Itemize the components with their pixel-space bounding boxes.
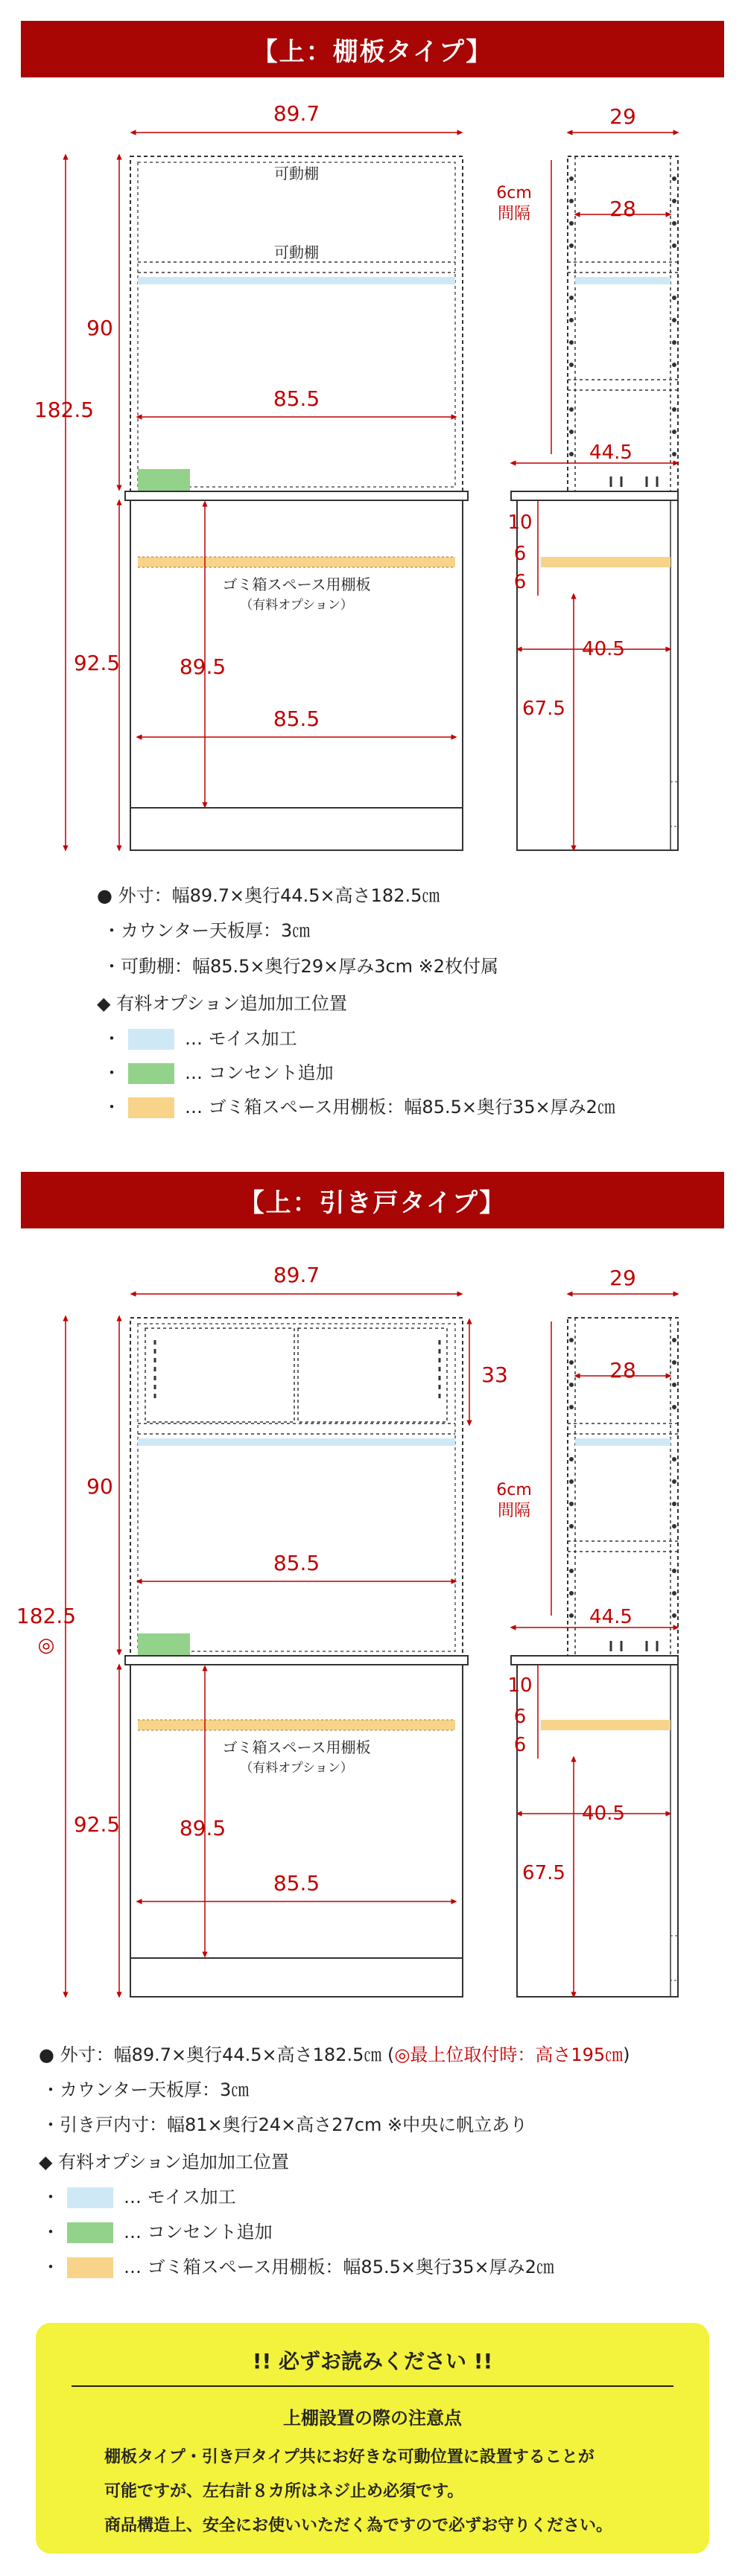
dim2-side-total-depth: 44.5 xyxy=(589,1606,633,1628)
s1-opt-moisture: ・ … モイス加工 xyxy=(103,1028,297,1049)
dim2-door-height: 33 xyxy=(481,1362,508,1387)
dim2-front-lower-height: 92.5 xyxy=(73,1812,121,1837)
dim-front-upper-inner-width: 85.5 xyxy=(273,386,320,411)
dim-gap-2: 6 xyxy=(513,543,527,565)
trash-label: ゴミ箱スペース用棚板 xyxy=(222,576,371,593)
opt-bullet: ・ xyxy=(42,2187,60,2207)
s2-spec-outer: ● 外寸：幅89.7×奥行44.5×高さ182.5㎝ (◎最上位取付時：高さ195㎝) xyxy=(39,2044,630,2065)
dim-side-upper-depth: 29 xyxy=(609,104,636,129)
s2-spec-door: ・引き戸内寸：幅81×奥行24×高さ27cm ※中央に帆立あり xyxy=(42,2114,528,2135)
dim-side-lower-height: 67.5 xyxy=(522,698,565,720)
dim2-front-upper-inner-width: 85.5 xyxy=(273,1551,320,1575)
dim2-side-upper-inner-depth: 28 xyxy=(609,1358,636,1383)
s1-spec-counter: ・カウンター天板厚：3㎝ xyxy=(103,920,311,941)
section1-banner: 【上：棚板タイプ】 xyxy=(21,21,724,77)
dim2-front-lower-inner-width: 85.5 xyxy=(273,1871,320,1896)
opt-bullet: ・ xyxy=(42,2222,60,2242)
dim-gap-1: 10 xyxy=(507,511,533,534)
moisture-strip xyxy=(138,277,455,284)
shelf-label-2: 可動棚 xyxy=(274,243,319,261)
s2-spec-counter: ・カウンター天板厚：3㎝ xyxy=(42,2079,250,2100)
dim-side-total-depth: 44.5 xyxy=(589,441,633,464)
notice-title: !! 必ずお読みください !! xyxy=(252,2349,493,2373)
notice-subtitle: 上棚設置の際の注意点 xyxy=(283,2408,462,2429)
dim2-front-upper-height: 90 xyxy=(86,1474,113,1499)
outlet-block xyxy=(138,469,190,491)
s2-option-header: ◆ 有料オプション追加加工位置 xyxy=(39,2152,289,2172)
notice-divider xyxy=(72,2385,673,2387)
section2-banner: 【上：引き戸タイプ】 xyxy=(21,1172,724,1228)
opt-bullet: ・ xyxy=(103,1062,121,1083)
notice-line-2: 可能ですが、左右計８カ所はネジ止め必須です。 xyxy=(104,2482,464,2501)
notice-box xyxy=(36,2323,709,2554)
shelf-label-1: 可動棚 xyxy=(274,165,319,182)
s2-spec-outer-red: ◎最上位取付時：高さ195㎝ xyxy=(394,2044,624,2065)
dim2-gap-3: 6 xyxy=(513,1734,527,1756)
dim2-gap-1: 10 xyxy=(507,1674,533,1697)
side2-lower-cabinet xyxy=(511,1656,678,1997)
dim2-side-lower-inner-depth: 40.5 xyxy=(582,1802,625,1825)
s1-opt-outlet: ・ … コンセント追加 xyxy=(103,1062,334,1083)
notice-line-3: 商品構造上、安全にお使いいただく為ですので必ずお守りください。 xyxy=(104,2516,613,2535)
dim2-side-upper-depth: 29 xyxy=(609,1266,636,1290)
dim2-front-lower-inner-height: 89.5 xyxy=(179,1816,226,1840)
opt-bullet: ・ xyxy=(103,1097,121,1118)
side-lower-cabinet xyxy=(511,491,678,850)
swatch-moisture xyxy=(67,2187,113,2208)
trash2-label: ゴミ箱スペース用棚板 xyxy=(222,1738,371,1756)
dim-front-total-height: 182.5 xyxy=(34,398,95,422)
dim2-gap-2: 6 xyxy=(513,1706,527,1728)
trash2-sub: （有料オプション） xyxy=(240,1761,353,1776)
notice-body xyxy=(104,2440,679,2543)
pitch-label-1: 6cm xyxy=(496,184,532,203)
front2-lower-cabinet xyxy=(125,1656,468,1997)
dim-front-width: 89.7 xyxy=(273,101,320,126)
pitch2-label-2: 間隔 xyxy=(497,1502,531,1520)
swatch-outlet xyxy=(128,1063,174,1084)
trash-sub: （有料オプション） xyxy=(240,598,353,613)
dim-side-upper-inner-depth: 28 xyxy=(609,197,636,221)
opt-bullet: ・ xyxy=(103,1028,121,1049)
s1-spec-outer: ● 外寸：幅89.7×奥行44.5×高さ182.5㎝ xyxy=(97,885,440,906)
section1-diagram xyxy=(0,0,745,864)
s2-opt-outlet: ・ … コンセント追加 xyxy=(42,2222,273,2242)
notice-line-1: 棚板タイプ・引き戸タイプ共にお好きな可動位置に設置することが xyxy=(104,2448,595,2467)
dim2-front-total-height: 182.5 xyxy=(16,1604,77,1628)
circle-mark: ◎ xyxy=(37,1634,55,1657)
swatch-moisture xyxy=(128,1029,174,1050)
front-lower-cabinet xyxy=(125,491,468,850)
front-upper-cabinet xyxy=(130,156,463,491)
dim2-side-lower-height: 67.5 xyxy=(522,1862,565,1884)
swatch-trash xyxy=(128,1097,174,1118)
s1-spec-shelf: ・可動棚：幅85.5×奥行29×厚み3cm ※2枚付属 xyxy=(103,956,499,977)
s2-opt-trash: ・ … ゴミ箱スペース用棚板：幅85.5×奥行35×厚み2㎝ xyxy=(42,2257,554,2277)
dim-front-upper-height: 90 xyxy=(86,316,113,340)
section2-diagram xyxy=(0,1228,745,2003)
dim-front-lower-height: 92.5 xyxy=(73,651,121,675)
s1-opt-trash: ・ … ゴミ箱スペース用棚板：幅85.5×奥行35×厚み2㎝ xyxy=(103,1097,615,1118)
opt-bullet: ・ xyxy=(42,2257,60,2277)
s1-option-header: ◆ 有料オプション追加加工位置 xyxy=(97,993,347,1014)
pitch2-label-1: 6cm xyxy=(496,1481,532,1499)
front2-upper-cabinet xyxy=(130,1318,463,1656)
swatch-outlet xyxy=(67,2222,113,2243)
dim-gap-3: 6 xyxy=(513,571,527,593)
pitch-label-2: 間隔 xyxy=(497,205,531,223)
dim-front-lower-inner-width: 85.5 xyxy=(273,707,320,731)
swatch-trash xyxy=(67,2257,113,2278)
dim-side-lower-inner-depth: 40.5 xyxy=(582,638,625,660)
dim-front-lower-inner-height: 89.5 xyxy=(179,654,226,679)
s2-opt-moisture: ・ … モイス加工 xyxy=(42,2187,236,2207)
dim2-front-width: 89.7 xyxy=(273,1263,320,1287)
